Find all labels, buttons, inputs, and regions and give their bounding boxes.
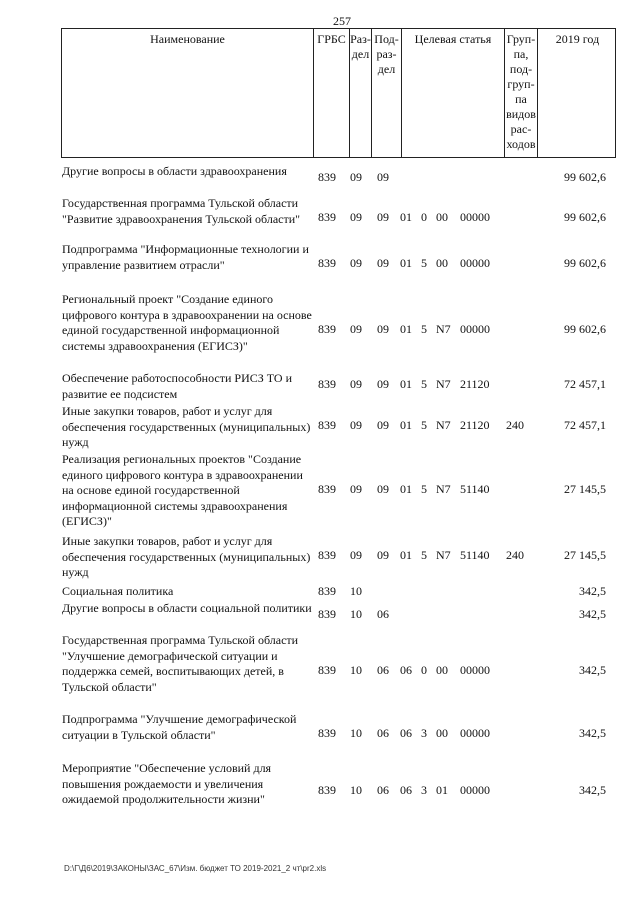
row-amount: 342,5 [579,663,606,677]
row-grbs: 839 [318,256,336,270]
row-target-direction: N7 [436,482,451,496]
row-name: Реализация региональных проектов "Создание единого цифрового контура в здравоохранении на основе единой государственной информационной системы здравоохранения (ЕГИСЗ)" [62,452,303,528]
row-target-subprogram: 3 [421,726,427,740]
row-amount: 72 457,1 [564,377,606,391]
row-target-program: 01 [400,210,412,224]
row-podrazdel: 09 [377,322,389,336]
table-header [61,28,616,158]
row-target-direction: N7 [436,548,451,562]
row-amount: 99 602,6 [564,170,606,184]
row-podrazdel: 09 [377,210,389,224]
row-name: Обеспечение работоспособности РИСЗ ТО и развитие ее подсистем [62,371,293,401]
row-target-program: 06 [400,663,412,677]
page-number: 257 [333,14,351,28]
row-name: Региональный проект "Создание единого цифрового контура в здравоохранении на основе единой государственной информационной системы здравоохранения (ЕГИСЗ)" [62,292,312,353]
row-target-code: 00000 [460,256,490,270]
row-amount: 342,5 [579,607,606,621]
header-razdel: Раз- дел [350,29,372,157]
row-grbs: 839 [318,377,336,391]
row-podrazdel: 09 [377,377,389,391]
row-target-subprogram: 0 [421,210,427,224]
row-target-subprogram: 5 [421,256,427,270]
row-amount: 99 602,6 [564,256,606,270]
row-podrazdel: 09 [377,418,389,432]
row-name: Иные закупки товаров, работ и услуг для обеспечения государственных (муниципальных) нужд [62,534,311,579]
row-amount: 27 145,5 [564,548,606,562]
row-target-code: 00000 [460,726,490,740]
row-target-direction: 00 [436,210,448,224]
row-target-code: 00000 [460,783,490,797]
row-target-program: 06 [400,783,412,797]
row-amount: 27 145,5 [564,482,606,496]
row-target-direction: N7 [436,322,451,336]
row-target-subprogram: 5 [421,418,427,432]
row-razdel: 10 [350,783,362,797]
row-razdel: 09 [350,210,362,224]
row-target-direction: 01 [436,783,448,797]
row-razdel: 10 [350,663,362,677]
row-grbs: 839 [318,783,336,797]
row-target-program: 01 [400,482,412,496]
row-target-program: 01 [400,256,412,270]
row-podrazdel: 09 [377,256,389,270]
file-path-footer: D:\Г\Д6\2019\ЗАКОНЫ\ЗАС_67\Изм. бюджет ТО 2019-2021_2 чт\pr2.xls [64,864,327,873]
row-razdel: 09 [350,482,362,496]
row-target-subprogram: 5 [421,322,427,336]
row-name: Подпрограмма "Информационные технологии и управление развитием отрасли" [62,242,309,272]
row-target-subprogram: 5 [421,377,427,391]
row-name: Иные закупки товаров, работ и услуг для обеспечения государственных (муниципальных) нужд [62,404,311,449]
row-target-subprogram: 5 [421,482,427,496]
row-podrazdel: 09 [377,482,389,496]
row-target-code: 00000 [460,663,490,677]
row-razdel: 09 [350,418,362,432]
row-razdel: 09 [350,548,362,562]
row-razdel: 09 [350,322,362,336]
row-podrazdel: 06 [377,726,389,740]
row-grbs: 839 [318,584,336,598]
row-grbs: 839 [318,170,336,184]
row-razdel: 10 [350,726,362,740]
row-podrazdel: 06 [377,607,389,621]
row-grbs: 839 [318,322,336,336]
row-target-subprogram: 5 [421,548,427,562]
row-amount: 72 457,1 [564,418,606,432]
header-podrazdel: Под- раз- дел [372,29,402,157]
header-name: Наименование [62,29,314,157]
row-razdel: 09 [350,377,362,391]
header-expense-group: Груп- па, под- груп- па видов рас- ходов [505,29,538,157]
row-name: Социальная политика [62,584,174,598]
row-name: Подпрограмма "Улучшение демографической ситуации в Тульской области" [62,712,297,742]
row-amount: 342,5 [579,726,606,740]
header-target-article: Целевая статья [402,29,505,157]
row-target-program: 01 [400,377,412,391]
row-grbs: 839 [318,210,336,224]
row-podrazdel: 06 [377,663,389,677]
row-grbs: 839 [318,663,336,677]
row-target-direction: N7 [436,377,451,391]
row-target-program: 01 [400,418,412,432]
row-name: Государственная программа Тульской области "Улучшение демографической ситуации и поддержка семей, воспитывающих детей, в Тульской области" [62,633,299,694]
row-target-direction: 00 [436,663,448,677]
row-razdel: 09 [350,170,362,184]
row-razdel: 09 [350,256,362,270]
row-target-code: 21120 [460,377,490,391]
row-target-code: 51140 [460,548,490,562]
header-year: 2019 год [555,32,600,46]
row-podrazdel: 09 [377,170,389,184]
row-name: Другие вопросы в области социальной политики [62,601,312,615]
row-expense-type: 240 [506,548,524,562]
row-target-direction: N7 [436,418,451,432]
row-target-code: 21120 [460,418,490,432]
row-podrazdel: 09 [377,548,389,562]
row-target-code: 00000 [460,210,490,224]
row-amount: 99 602,6 [564,322,606,336]
row-razdel: 10 [350,584,362,598]
row-name: Мероприятие "Обеспечение условий для повышения рождаемости и увеличения ожидаемой продолжительности жизни" [62,761,272,806]
row-target-program: 06 [400,726,412,740]
row-amount: 342,5 [579,584,606,598]
row-grbs: 839 [318,548,336,562]
row-razdel: 10 [350,607,362,621]
row-amount: 342,5 [579,783,606,797]
row-target-code: 00000 [460,322,490,336]
row-target-program: 01 [400,548,412,562]
row-grbs: 839 [318,726,336,740]
row-target-direction: 00 [436,726,448,740]
header-grbs: ГРБС [314,29,350,157]
row-grbs: 839 [318,482,336,496]
row-name: Государственная программа Тульской области "Развитие здравоохранения Тульской области" [62,196,301,226]
row-target-program: 01 [400,322,412,336]
row-target-subprogram: 3 [421,783,427,797]
row-grbs: 839 [318,607,336,621]
row-amount: 99 602,6 [564,210,606,224]
row-target-direction: 00 [436,256,448,270]
row-name: Другие вопросы в области здравоохранения [62,164,287,178]
row-grbs: 839 [318,418,336,432]
row-podrazdel: 06 [377,783,389,797]
row-expense-type: 240 [506,418,524,432]
row-target-code: 51140 [460,482,490,496]
row-target-subprogram: 0 [421,663,427,677]
